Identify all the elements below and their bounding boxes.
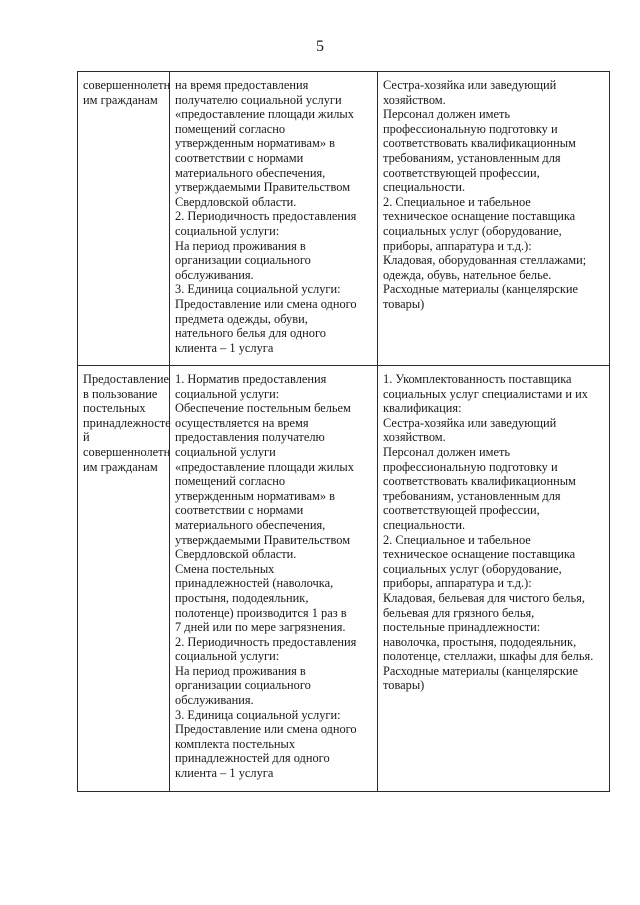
text-line: совершеннолетн — [83, 78, 171, 92]
text-line: им гражданам — [83, 92, 158, 107]
text-line: «предоставление площади жилых — [175, 107, 354, 122]
text-line: предмета одежды, обуви, — [175, 311, 308, 326]
text-line: утвержденным нормативам» в — [175, 136, 335, 151]
text-line: получателю социальной услуги — [175, 92, 342, 107]
service-name-cell — [78, 72, 170, 366]
text-line: приборы, аппаратура и т.д.): — [383, 238, 532, 253]
text-line: Предоставление или смена одного — [175, 722, 357, 737]
text-line: комплекта постельных — [175, 736, 296, 751]
text-line: организации социального — [175, 678, 311, 693]
text-line: обслуживания. — [175, 693, 254, 708]
text-line: социальных услуг специалистами и их — [383, 386, 588, 401]
text-line: наволочка, простыня, пододеяльник, — [383, 634, 577, 649]
text-line: в пользование — [83, 386, 158, 401]
text-line: Сестра-хозяйка или заведующий — [383, 415, 557, 430]
text-line: утверждаемыми Правительством — [175, 532, 351, 547]
text-line: Кладовая, бельевая для чистого белья, — [383, 590, 585, 605]
text-line: Расходные материалы (канцелярские — [383, 282, 578, 297]
text-line: хозяйством. — [383, 92, 446, 107]
text-line: Кладовая, оборудованная стеллажами; — [383, 253, 587, 268]
text-line: й — [83, 430, 90, 445]
text-line: требованиям, установленным для — [383, 150, 561, 165]
text-line: постельные принадлежности: — [383, 620, 541, 635]
text-line: техническое оснащение поставщика — [383, 547, 576, 562]
service-name-cell — [78, 366, 170, 792]
text-line: специальности. — [383, 517, 466, 532]
services-table-body — [78, 72, 610, 792]
text-line: 2. Периодичность предоставления — [175, 209, 357, 224]
text-line: товары) — [383, 678, 425, 693]
text-line: техническое оснащение поставщика — [383, 209, 576, 224]
table-row — [78, 72, 610, 366]
text-line: обслуживания. — [175, 267, 254, 282]
text-line: социальных услуг (оборудование, — [383, 561, 562, 576]
text-line: Предоставление — [83, 372, 169, 386]
text-line: соответствующей профессии, — [383, 503, 540, 518]
text-line: помещений согласно — [175, 121, 286, 136]
text-line: соответствии с нормами — [175, 150, 304, 165]
text-line: организации социального — [175, 253, 311, 268]
provider-requirements-cell — [378, 366, 610, 792]
text-line: принадлежносте — [83, 415, 171, 430]
text-line: профессиональную подготовку и — [383, 459, 558, 474]
page-number: 5 — [316, 38, 324, 55]
text-line: приборы, аппаратура и т.д.): — [383, 576, 532, 591]
text-line: 2. Периодичность предоставления — [175, 634, 357, 649]
text-line: клиента – 1 услуга — [175, 340, 274, 355]
text-line: товары) — [383, 296, 425, 311]
text-line: Расходные материалы (канцелярские — [383, 663, 578, 678]
text-line: одежда, обувь, нательное белье. — [383, 267, 552, 282]
text-line: Предоставление или смена одного — [175, 296, 357, 311]
text-line: 2. Специальное и табельное — [383, 532, 531, 547]
text-line: Свердловской области. — [175, 194, 297, 209]
text-line: Персонал должен иметь — [383, 107, 511, 122]
text-line: материального обеспечения, — [175, 517, 326, 532]
text-line: постельных — [83, 401, 146, 416]
text-line: предоставления получателю — [175, 430, 325, 445]
text-line: нательного белья для одного — [175, 326, 326, 341]
text-line: им гражданам — [83, 459, 158, 474]
table-row — [78, 366, 610, 792]
text-line: 3. Единица социальной услуги: — [175, 707, 341, 722]
text-line: соответствовать квалификационным — [383, 136, 576, 151]
text-line: социальной услуги: — [175, 386, 280, 401]
text-line: полотенце) производится 1 раз в — [175, 605, 347, 620]
text-line: 2. Специальное и табельное — [383, 194, 531, 209]
text-line: осуществляется на время — [175, 415, 309, 430]
text-line: Свердловской области. — [175, 547, 297, 562]
text-line: соответствующей профессии, — [383, 165, 540, 180]
text-line: соответствовать квалификационным — [383, 474, 576, 489]
text-line: социальной услуги: — [175, 223, 280, 238]
provider-requirements-cell — [378, 72, 610, 366]
text-line: требованиям, установленным для — [383, 488, 561, 503]
text-line: простыня, пододеяльник, — [175, 590, 309, 605]
text-line: Смена постельных — [175, 561, 275, 576]
text-line: утверждаемыми Правительством — [175, 180, 351, 195]
service-norms-cell — [170, 366, 378, 792]
text-line: материального обеспечения, — [175, 165, 326, 180]
text-line: хозяйством. — [383, 430, 446, 445]
text-line: Сестра-хозяйка или заведующий — [383, 78, 557, 92]
text-line: 3. Единица социальной услуги: — [175, 282, 341, 297]
text-line: «предоставление площади жилых — [175, 459, 354, 474]
text-line: соответствии с нормами — [175, 503, 304, 518]
text-line: социальных услуг (оборудование, — [383, 223, 562, 238]
text-line: специальности. — [383, 180, 466, 195]
text-line: утвержденным нормативам» в — [175, 488, 335, 503]
text-line: 7 дней или по мере загрязнения. — [175, 620, 346, 635]
text-line: 1. Норматив предоставления — [175, 372, 327, 386]
text-line: 1. Укомплектованность поставщика — [383, 372, 572, 386]
text-line: принадлежностей (наволочка, — [175, 576, 334, 591]
text-line: на время предоставления — [175, 78, 309, 92]
text-line: профессиональную подготовку и — [383, 121, 558, 136]
service-norms-cell — [170, 72, 378, 366]
text-line: клиента – 1 услуга — [175, 766, 274, 781]
text-line: На период проживания в — [175, 238, 306, 253]
services-table — [77, 71, 610, 792]
text-line: квалификация: — [383, 401, 462, 416]
text-line: помещений согласно — [175, 474, 286, 489]
text-line: Обеспечение постельным бельем — [175, 401, 351, 416]
text-line: социальной услуги — [175, 444, 276, 459]
text-line: На период проживания в — [175, 663, 306, 678]
text-line: принадлежностей для одного — [175, 751, 330, 766]
text-line: бельевая для грязного белья, — [383, 605, 535, 620]
text-line: совершеннолетн — [83, 444, 171, 459]
text-line: социальной услуги: — [175, 649, 280, 664]
text-line: Персонал должен иметь — [383, 444, 511, 459]
text-line: полотенце, стеллажи, шкафы для белья. — [383, 649, 594, 664]
